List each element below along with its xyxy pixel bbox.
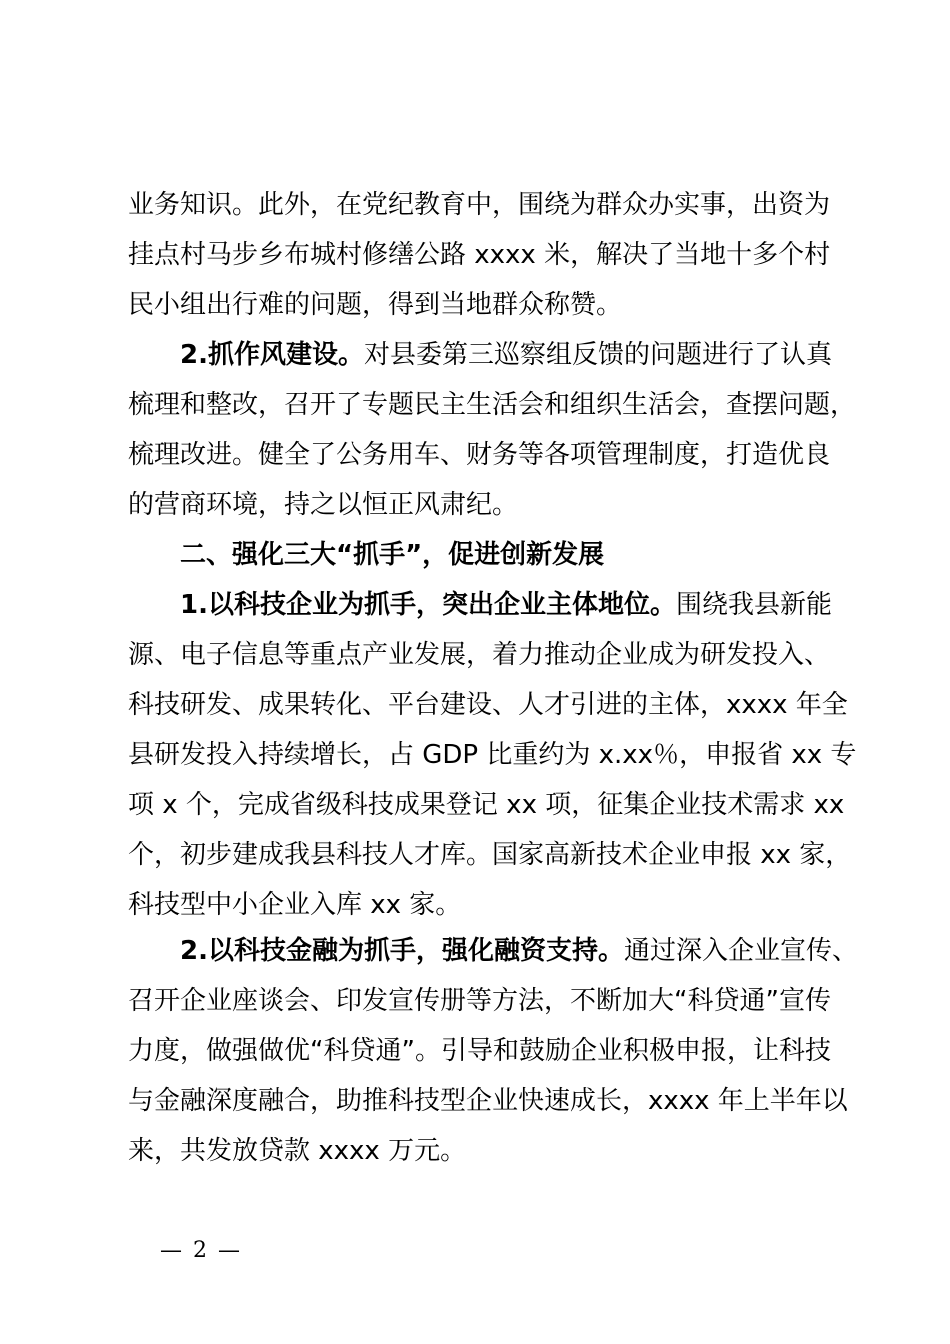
text-line: 挂点村马步乡布城村修缮公路 xxxx 米，解决了当地十多个村 [128, 240, 831, 270]
paragraph-tech-finance [128, 926, 858, 1176]
paragraph-text: 围绕我县新能 [675, 590, 832, 620]
text-line: 项 x 个，完成省级科技成果登记 xx 项，征集企业技术需求 xx [128, 790, 845, 820]
paragraph-first-line [128, 926, 858, 976]
paragraph-heading: 1.以科技企业为抓手，突出企业主体地位。 [180, 590, 676, 620]
text-line: 科技研发、成果转化、平台建设、人才引进的主体，xxxx 年全 [128, 690, 848, 720]
paragraph-heading: 2.以科技金融为抓手，强化融资支持。 [180, 936, 624, 966]
paragraph-text: 通过深入企业宣传、 [623, 936, 858, 966]
paragraph-heading: 2.抓作风建设。 [180, 340, 364, 370]
text-line: 与金融深度融合，助推科技型企业快速成长，xxxx 年上半年以 [128, 1086, 848, 1116]
paragraph-text: 对县委第三巡察组反馈的问题进行了认真 [363, 340, 832, 370]
text-line: 源、电子信息等重点产业发展，着力推动企业成为研发投入、 [128, 640, 831, 670]
paragraph-first-line [128, 580, 848, 630]
text-line: 科技型中小企业入库 xx 家。 [128, 890, 462, 920]
text-line: 力度，做强做优“科贷通”。引导和鼓励企业积极申报，让科技 [128, 1036, 831, 1066]
text-line: 民小组出行难的问题，得到当地群众称赞。 [128, 290, 623, 320]
paragraph-style-building [128, 330, 857, 530]
section-title: 二、强化三大“抓手”，促进创新发展 [180, 540, 605, 570]
paragraph-tech-enterprise [128, 580, 857, 930]
paragraph-first-line [128, 330, 848, 380]
text-line: 个，初步建成我县科技人才库。国家高新技术企业申报 xx 家， [128, 840, 852, 870]
text-line: 召开企业座谈会、印发宣传册等方法，不断加大“科贷通”宣传 [128, 986, 831, 1016]
text-line: 梳理改进。健全了公务用车、财务等各项管理制度，打造优良 [128, 440, 831, 470]
text-line: 县研发投入持续增长，占 GDP 比重约为 x.xx％，申报省 xx 专 [128, 740, 857, 770]
page-number: — 2 — [160, 1238, 242, 1263]
section-heading-block [128, 530, 848, 580]
text-line: 业务知识。此外，在党纪教育中，围绕为群众办实事，出资为 [128, 190, 831, 220]
text-line: 来，共发放贷款 xxxx 万元。 [128, 1136, 467, 1166]
text-line: 的营商环境，持之以恒正风肃纪。 [128, 490, 519, 520]
text-line: 梳理和整改，召开了专题民主生活会和组织生活会，查摆问题， [128, 390, 857, 420]
paragraph-continuation [128, 180, 848, 330]
